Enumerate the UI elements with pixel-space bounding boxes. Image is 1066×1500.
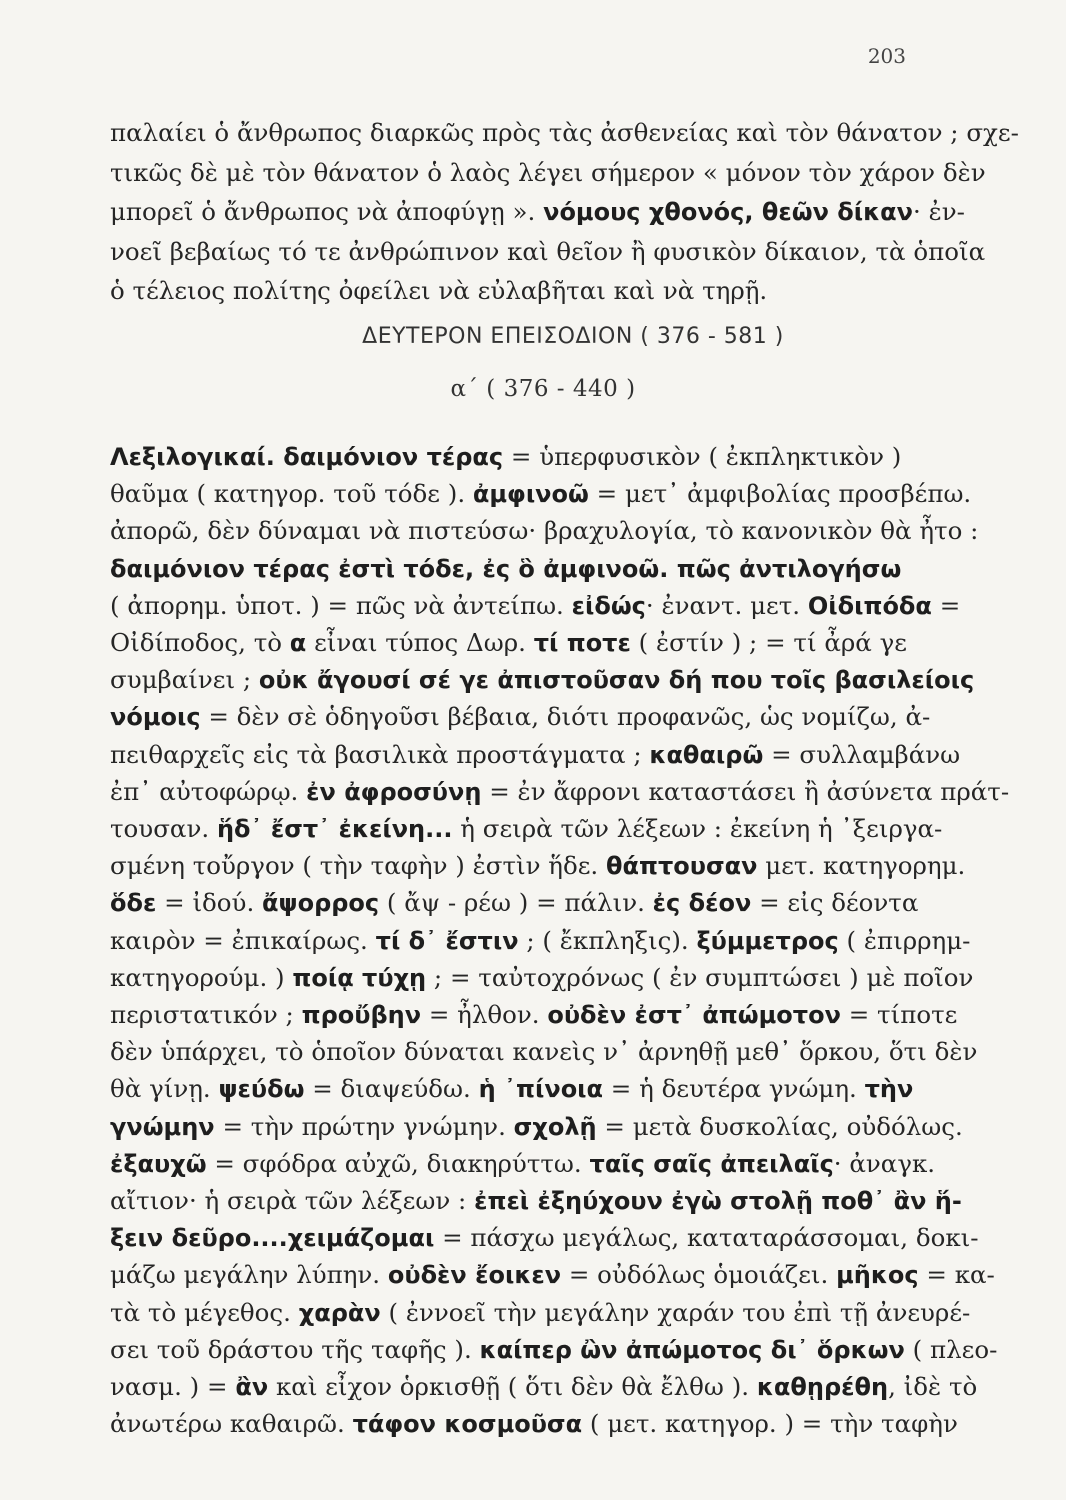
text-segment: = ἡ δευτέρα γνώμη. — [603, 1074, 865, 1104]
text-segment: = μετὰ δυσκολίας, οὐδόλως. — [596, 1111, 963, 1141]
text-segment: ( ἐννοεῖ τὴν μεγάλην χαράν του ἐπὶ τῇ ἀνευρέ- — [380, 1297, 971, 1327]
bold-term: καθαιρῶ — [649, 740, 764, 769]
text-segment: , ἰδὲ τὸ — [888, 1372, 978, 1401]
bold-term: ἥδ᾽ ἔστ᾽ ἐκείνη... — [216, 815, 453, 843]
text-line — [110, 1223, 979, 1253]
text-segment: = συλλαμβάνω — [763, 739, 961, 769]
text-segment: τὰ τὸ μέγεθος. — [110, 1297, 299, 1327]
text-segment: καὶ εἶχον ὁρκισθῇ ( ὅτι δὲν θὰ ἔλθω ). — [268, 1372, 757, 1401]
text-segment: = οὐδόλως ὁμοιάζει. — [561, 1260, 837, 1290]
text-segment: καιρὸν = ἐπικαίρως. — [110, 925, 376, 955]
text-segment: σμένη τοὔργον ( τὴν ταφὴν ) ἐστὶν ἥδε. — [110, 851, 607, 881]
bold-term: γνώμην — [110, 1112, 215, 1141]
bold-term: ἡ ᾽πίνοια — [478, 1075, 604, 1104]
bold-term: δαιμόνιον τέρας ἐστὶ τόδε, ἐς ὃ ἀμφινοῶ. πῶς ἀντιλογήσω — [110, 554, 902, 583]
bold-term: α — [289, 629, 307, 657]
text-line — [110, 197, 965, 227]
bold-term: καίπερ ὢν ἀπώμοτος δι᾽ ὅρκων — [479, 1335, 905, 1364]
text-segment: = τίποτε — [840, 1000, 958, 1029]
text-segment: πειθαρχεῖς εἰς τὰ βασιλικὰ προστάγματα ; — [110, 739, 650, 769]
text-line — [110, 1186, 962, 1216]
text-line — [110, 702, 930, 732]
text-line — [110, 1260, 995, 1290]
bold-term: ἄψορρος — [262, 889, 380, 918]
text-segment: = διαψεύδω. — [304, 1074, 479, 1104]
text-line — [110, 776, 1010, 807]
bold-term: ἐς δέον — [652, 889, 752, 918]
text-segment: = ἦλθον. — [421, 1000, 548, 1029]
bold-term: ἐν ἀφροσύνῃ — [306, 777, 482, 806]
text-segment: περιστατικόν ; — [110, 1000, 302, 1029]
text-segment: ( ἄψ - ρέω ) = πάλιν. — [379, 888, 653, 918]
text-segment: = ἐν ἄφρονι καταστάσει ἢ ἀσύνετα πράτ- — [481, 776, 1010, 806]
text-line — [110, 1037, 978, 1067]
text-segment: μετ. κατηγορημ. — [757, 851, 966, 881]
text-segment: · ἐν- — [913, 197, 965, 226]
text-segment: ἀνωτέρω καθαιρῶ. — [110, 1409, 353, 1439]
text-line — [110, 1000, 958, 1030]
text-segment: δὲν ὑπάρχει, τὸ ὁποῖον δύναται κανεὶς ν᾽ ἀρνηθῇ μεθ᾽ ὅρκου, ὅτι δὲν — [110, 1037, 978, 1067]
text-line — [110, 628, 930, 658]
bold-term: τί δ᾽ ἔστιν — [375, 926, 519, 955]
bold-term: νόμοις — [110, 703, 201, 732]
text-segment: συμβαίνει ; — [110, 665, 259, 695]
bold-term: ψεύδω — [218, 1075, 305, 1104]
bold-term: καθῃρέθη — [756, 1373, 889, 1401]
text-line — [110, 962, 974, 993]
text-segment: εἶναι τύπος Δωρ. — [306, 628, 534, 657]
text-line — [110, 814, 943, 844]
bold-term: Οἰδιπόδα — [807, 591, 932, 620]
text-segment: ( πλεο- — [904, 1334, 998, 1364]
text-segment: = ἰδού. — [156, 888, 263, 918]
bold-term: οὐδὲν ἐστ᾽ ἀπώμοτον — [547, 1001, 841, 1029]
bold-term: ἐπεὶ ἐξηύχουν ἐγὼ στολῇ ποθ᾽ ἂν ἥ- — [474, 1187, 962, 1215]
text-segment: ; ( ἔκπληξις). — [518, 925, 697, 955]
bold-term: ταῖς σαῖς ἀπειλαῖς — [589, 1149, 834, 1178]
text-line — [110, 516, 979, 546]
bold-term: σχολῇ — [513, 1112, 597, 1141]
section-heading: ΔΕΥΤΕΡΟΝ ΕΠΕΙΣΟΔΙΟΝ ( 376 - 581 ) — [362, 324, 784, 349]
bold-term: εἰδώς — [571, 591, 646, 620]
text-segment: = εἰς δέοντα — [751, 888, 919, 918]
text-segment: Οἰδίποδος, τὸ — [110, 628, 290, 657]
text-segment: κατηγορούμ. ) — [110, 962, 293, 992]
text-line — [110, 1148, 936, 1179]
text-segment: = δὲν σὲ ὁδηγοῦσι βέβαια, διότι προφανῶς, ὡς νομίζω, ἀ- — [200, 702, 931, 732]
text-line — [110, 1297, 971, 1328]
text-segment: ( μετ. κατηγορ. ) = τὴν ταφὴν — [582, 1409, 958, 1439]
text-line — [110, 665, 975, 695]
text-segment: · ἐναντ. μετ. — [645, 590, 808, 620]
text-line — [110, 442, 930, 472]
text-line — [110, 888, 930, 918]
text-segment: αἴτιον· ἡ σειρὰ τῶν λέξεων : — [110, 1186, 475, 1215]
page-number: 203 — [867, 44, 906, 68]
text-segment: νοεῖ βεβαίως τό τε ἀνθρώπινον καὶ θεῖον ἢ φυσικὸν δίκαιον, τὰ ὁποῖα — [110, 236, 986, 266]
text-line — [110, 118, 1019, 148]
text-line — [110, 1074, 930, 1104]
bold-term: ἐξαυχῶ — [110, 1149, 207, 1178]
bold-term: ὅδε — [110, 889, 157, 918]
text-line — [110, 276, 930, 306]
bold-term: τάφον κοσμοῦσα — [352, 1410, 583, 1439]
text-line — [110, 1409, 958, 1439]
text-segment: · ἀναγκ. — [833, 1148, 936, 1178]
text-segment: τικῶς δὲ μὲ τὸν θάνατον ὁ λαὸς λέγει σήμερον « μόνον τὸν χάρον δὲν — [110, 157, 986, 187]
subsection-heading: α΄ ( 376 - 440 ) — [450, 376, 636, 402]
text-segment: νασμ. ) = — [110, 1372, 236, 1401]
text-line — [110, 236, 986, 267]
bold-term: χαρὰν — [298, 1298, 381, 1327]
bold-term: οὐκ ἄγουσί σέ γε ἀπιστοῦσαν δή που τοῖς βασιλείοις — [258, 666, 975, 695]
text-line — [110, 1334, 998, 1365]
text-line — [110, 739, 961, 770]
text-line — [110, 479, 972, 509]
bold-term: οὐδὲν ἔοικεν — [387, 1261, 562, 1290]
text-segment: ἐπ᾽ αὐτοφώρῳ. — [110, 776, 307, 806]
text-segment: = ὑπερφυσικὸν ( ἐκπληκτικὸν ) — [503, 442, 902, 471]
text-segment: = κα- — [918, 1260, 995, 1290]
bold-term: ξειν δεῦρο....χειμάζομαι — [110, 1224, 435, 1253]
text-line — [110, 554, 930, 584]
bold-term: Λεξιλογικαί. — [110, 443, 284, 471]
bold-term: θάπτουσαν — [606, 852, 758, 881]
text-line — [110, 925, 971, 956]
bold-term: ποίᾳ τύχῃ — [292, 963, 427, 992]
bold-term: νόμους χθονός, θεῶν δίκαν — [543, 198, 913, 226]
text-segment: ἀπορῶ, δὲν δύναμαι νὰ πιστεύσω· βραχυλογία, τὸ κανονικὸν θὰ ἦτο : — [110, 516, 979, 546]
text-segment: μάζω μεγάλην λύπην. — [110, 1260, 388, 1290]
text-segment: σει τοῦ δράστου τῆς ταφῆς ). — [110, 1334, 480, 1364]
text-segment: ( ἐπιρρημ- — [838, 925, 971, 955]
text-segment: ὁ τέλειος πολίτης ὀφείλει νὰ εὐλαβῆται καὶ νὰ τηρῇ. — [110, 276, 768, 305]
bold-term: προὔβην — [301, 1001, 422, 1029]
bold-term: ξύμμετρος — [696, 926, 839, 955]
text-segment: παλαίει ὁ ἄνθρωπος διαρκῶς πρὸς τὰς ἀσθενείας καὶ τὸν θάνατον ; σχε- — [110, 118, 1019, 147]
bold-term: μῆκος — [836, 1261, 919, 1290]
bold-term: δαιμόνιον τέρας — [283, 443, 504, 471]
text-segment: ἡ σειρὰ τῶν λέξεων : ἐκείνη ἡ ᾽ξειργα- — [452, 814, 943, 843]
text-segment: ( ἐστίν ) ; = τί ἆρά γε — [630, 628, 907, 657]
text-segment: θὰ γίνῃ. — [110, 1074, 219, 1104]
text-line — [110, 157, 986, 188]
text-line — [110, 590, 961, 621]
bold-term: ἀμφινοῶ — [472, 480, 589, 509]
text-line — [110, 851, 966, 881]
text-segment: = σφόδρα αὐχῶ, διακηρύττω. — [206, 1148, 590, 1178]
text-segment: = μετ᾽ ἀμφιβολίας προσβέπω. — [588, 479, 972, 509]
text-segment: ( ἀπορημ. ὑποτ. ) = πῶς νὰ ἀντείπω. — [110, 590, 572, 620]
text-line — [110, 1372, 978, 1402]
bold-term: ἂν — [235, 1373, 269, 1401]
text-segment: ; = ταὐτοχρόνως ( ἐν συμπτώσει ) μὲ ποῖον — [426, 962, 974, 992]
text-segment: τουσαν. — [110, 814, 217, 843]
text-segment: μπορεῖ ὁ ἄνθρωπος νὰ ἀποφύγῃ ». — [110, 197, 544, 226]
text-line — [110, 1111, 963, 1142]
bold-term: τί ποτε — [533, 629, 631, 657]
text-segment: = τὴν πρώτην γνώμην. — [214, 1111, 514, 1141]
bold-term: τὴν — [864, 1075, 914, 1104]
text-segment: = — [931, 590, 961, 620]
text-segment: = πάσχω μεγάλως, καταταράσσομαι, δοκι- — [434, 1223, 979, 1253]
text-segment: θαῦμα ( κατηγορ. τοῦ τόδε ). — [110, 479, 473, 509]
